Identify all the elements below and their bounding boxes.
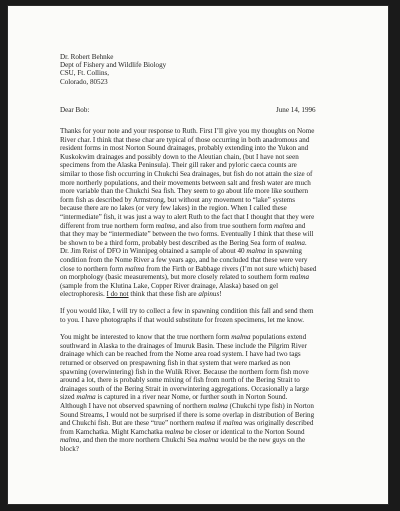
text-line: “intermediate” fish, it was just a way to alert Ruth to the fact that I thought that they were — [60, 212, 315, 221]
text-line: similar to those fish occurring in Chukchi Sea drainages, but fish do not attain the size of — [60, 169, 313, 178]
text-line: Sound Streams, I would not be surprised if there is some overlap in distribution of Bering — [60, 410, 315, 419]
text-line: sized malma is captured in a river near Nome, or further south in Norton Sound. — [60, 393, 288, 402]
recipient-institution: CSU, Ft. Collins, — [60, 69, 110, 78]
text-line: specimens from the Alaska Peninsula). Their gill raker and pyloric caeca counts are — [60, 161, 297, 170]
text-line: returned or observed on prespawning fish in that system that were marked as non — [60, 359, 291, 368]
paragraph — [60, 127, 360, 299]
text-line: Thanks for your note and your response to Ruth. First I’ll give you my thoughts on Nome — [60, 127, 315, 135]
text-line: malma, and then the more northern Chukchi Sea malma would be the new guys on the — [60, 436, 306, 445]
text-line: from Kamchatka. Might Kamchatka malma be closer or identical to the Norton Sound — [60, 427, 305, 436]
text-line: be shown to be a third form, probably best described as the Bering Sea form of malma. — [60, 238, 307, 247]
text-line: River char. I think that these char are typical of those occurring in both anadromous and — [60, 135, 310, 144]
text-line: more northerly populations, and their movements between salt and fresh water are much — [60, 178, 311, 187]
text-line: close to northern form malma from the Firth or Babbage rivers (I’m not sure which) based — [60, 264, 317, 273]
text-line: southward in Alaska to the drainages of Imuruk Basin. These include the Pilgrim River — [60, 341, 307, 350]
recipient-address — [60, 53, 166, 86]
salutation: Dear Bob: — [60, 106, 90, 114]
paragraph — [60, 307, 360, 324]
recipient-name: Dr. Robert Behnke — [60, 53, 114, 61]
letter-page — [8, 6, 388, 504]
text-line: drainages south of the Bering Strait in overwintering aggregations. Occasionally a large — [60, 384, 309, 393]
text-line: because there are no lakes (or very few lakes) in the region. When I called these — [60, 204, 287, 213]
letter-date: June 14, 1996 — [276, 106, 316, 114]
text-line: resident forms in most Norton Sound drainages, probably extending into the Yukon and — [60, 144, 309, 153]
letter-body — [60, 127, 360, 454]
paragraph-gap — [60, 325, 360, 334]
text-line: different from true northern form malma, and also from true southern form malma and — [60, 221, 306, 230]
recipient-department: Dept of Fishery and Wildlife Biology — [60, 61, 167, 70]
text-line: You might be interested to know that the true northern form malma populations extend — [60, 333, 307, 342]
text-line: Although I have not observed spawning of northern malma (Chukchi type fish) in Norton — [60, 402, 314, 410]
text-line: drainage which can be reached from the Nome area road system. I have had two tags — [60, 350, 301, 359]
text-line: to you. I have photographs if that would substitute for frozen specimens, let me know. — [60, 316, 305, 325]
text-line: form fish as described by Armstrong, but without any movement to “lake” systems — [60, 195, 296, 204]
text-line: on morphology (basic measurements), but more closely related to southern form malma — [60, 273, 310, 282]
paragraph — [60, 333, 360, 453]
text-line: Kuskokwim drainages and possibly down to the Aleutian chain, (but I have not seen — [60, 152, 299, 161]
paragraph-gap — [60, 299, 360, 308]
text-line: and Chukchi fish. But are these “true” northern malma if malma was originally described — [60, 419, 314, 428]
text-line: electrophoresis. I do not think that these fish are alpinus! — [60, 290, 222, 299]
text-line: block? — [60, 444, 79, 453]
text-line: Dr. Jim Reist of DFO in Winnipeg obtained a sample of about 40 malma in spawning — [60, 247, 302, 256]
text-line: that they may be “intermediate” between the two forms. Eventually I think that these will — [60, 230, 314, 239]
text-line: around a lot, there is probably some mixing of fish from north of the Bering Strait to — [60, 376, 300, 385]
text-line: (sample from the Klutina Lake, Copper River drainage, Alaska) based on gel — [60, 281, 279, 290]
text-line: If you would like, I will try to collect a few in spawning condition this fall and send them — [60, 307, 314, 316]
text-line: condition from the Nome River a few years ago, and he concluded that these were very — [60, 255, 308, 264]
text-line: spawning (overwintering) fish in the Wulik River. Because the northern form fish move — [60, 367, 309, 376]
recipient-city: Colorado, 80523 — [60, 77, 108, 86]
text-line: more variable than the Chukchi Sea fish. They seem to go about life more like southern — [60, 187, 309, 196]
